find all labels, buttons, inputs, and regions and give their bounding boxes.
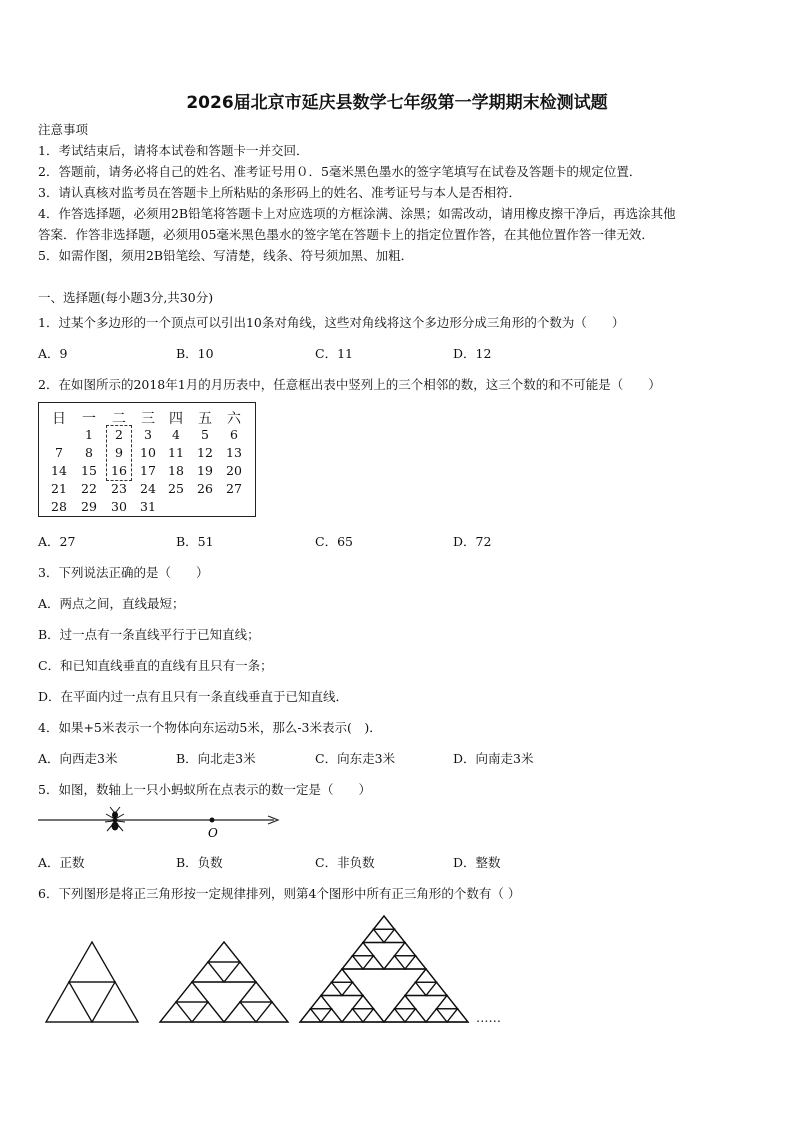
triangle-figure-3	[363, 956, 384, 969]
figure-ellipsis: ……	[476, 1010, 501, 1025]
triangle-figure-3	[311, 1009, 332, 1022]
triangle-figure-3	[363, 1009, 384, 1022]
triangle-figure-1	[46, 982, 92, 1022]
question-2-stem: 2．在如图所示的2018年1月的月历表中，任意框出表中竖列上的三个相邻的数，这三个数的和不可能是（ ）	[38, 377, 661, 392]
calendar-day: 29	[81, 499, 97, 514]
calendar-day: 19	[197, 463, 213, 478]
triangle-figure-2	[256, 1002, 288, 1022]
notice-line-4: 4．作答选择题，必须用2B铅笔将答题卡上对应选项的方框涂满、涂黑；如需改动，请用橡皮擦干净后，再选涂其他	[38, 206, 676, 221]
calendar-day: 21	[51, 481, 67, 496]
calendar-day: 24	[140, 481, 156, 496]
calendar-day: 7	[55, 445, 63, 460]
calendar-header: 五	[198, 411, 212, 427]
triangle-figure-3	[416, 969, 437, 982]
calendar-day: 3	[144, 427, 152, 442]
triangle-figure-3	[426, 1009, 447, 1022]
triangle-figure-3	[342, 982, 363, 995]
triangle-figure-3	[353, 956, 374, 969]
calendar-day: 22	[81, 481, 97, 496]
triangle-figure-2	[176, 982, 208, 1002]
q3-choice-c: C．和已知直线垂直的直线有且只有一条；	[38, 658, 273, 673]
triangle-figure-3	[353, 1009, 374, 1022]
q1-option-d: D．12	[453, 346, 492, 361]
calendar-day: 23	[111, 481, 127, 496]
triangle-figure-1	[92, 982, 138, 1022]
calendar-day: 12	[197, 445, 213, 460]
triangle-figure-3	[405, 1009, 426, 1022]
calendar-day: 30	[111, 499, 127, 514]
calendar-table	[38, 402, 256, 517]
question-3-stem: 3．下列说法正确的是（ ）	[38, 565, 209, 580]
triangle-figure-2	[208, 962, 240, 982]
q5-option-b: B．负数	[176, 855, 223, 870]
calendar-day: 1	[85, 427, 93, 442]
calendar-day: 10	[140, 445, 156, 460]
triangle-figure-2	[192, 962, 224, 982]
calendar-day: 9	[115, 445, 123, 460]
dashed-selection-frame	[106, 425, 132, 481]
q3-choice-b: B．过一点有一条直线平行于已知直线；	[38, 627, 260, 642]
q2-option-c: C．65	[315, 534, 353, 549]
calendar-day: 2	[115, 427, 123, 442]
calendar-header: 一	[82, 411, 96, 427]
triangle-figure-3	[405, 956, 426, 969]
triangle-figure-2	[240, 982, 272, 1002]
page-title: 2026届北京市延庆县数学七年级第一学期期末检测试题	[186, 93, 608, 113]
ant-icon	[105, 807, 125, 831]
question-6-stem: 6．下列图形是将正三角形按一定规律排列，则第4个图形中所有正三角形的个数有（ ）	[38, 886, 521, 901]
triangle-figure-3	[311, 996, 332, 1009]
calendar-day: 8	[85, 445, 93, 460]
triangle-figure-3	[437, 1009, 458, 1022]
triangle-figure-3	[374, 929, 395, 942]
triangle-figure-3	[332, 982, 353, 995]
triangle-figure-2	[176, 1002, 208, 1022]
q5-option-a: A．正数	[38, 855, 85, 870]
notice-line-5: 5．如需作图，须用2B铅笔绘、写清楚，线条、符号须加黑、加粗．	[38, 248, 414, 263]
origin-label: O	[208, 826, 218, 840]
triangle-figure-3	[321, 982, 342, 995]
triangle-figure-3	[395, 996, 416, 1009]
triangle-figure-2	[160, 1002, 192, 1022]
triangle-figure-3	[300, 1009, 321, 1022]
q2-option-d: D．72	[453, 534, 492, 549]
notice-heading: 注意事项	[38, 122, 89, 137]
calendar-header: 三	[141, 411, 155, 427]
q1-option-b: B．10	[176, 346, 214, 361]
triangle-figure-3	[353, 996, 374, 1009]
q1-option-c: C．11	[315, 346, 353, 361]
q4-option-b: B．向北走3米	[176, 751, 256, 766]
calendar-header: 六	[227, 411, 241, 427]
calendar-day: 15	[81, 463, 97, 478]
triangle-figure-3	[332, 969, 353, 982]
calendar-day: 26	[197, 481, 213, 496]
calendar-day: 31	[140, 499, 156, 514]
triangle-figure-2	[192, 1002, 224, 1022]
triangle-figure-1	[69, 942, 115, 982]
calendar-day: 17	[140, 463, 156, 478]
calendar-day: 13	[226, 445, 242, 460]
calendar-day: 28	[51, 499, 67, 514]
calendar-header: 四	[169, 411, 183, 427]
triangle-figure-3	[384, 1009, 405, 1022]
calendar-day: 14	[51, 463, 67, 478]
calendar-day: 25	[168, 481, 184, 496]
triangle-figure-3	[363, 929, 384, 942]
triangle-figure-2	[224, 962, 256, 982]
section-heading: 一、选择题(每小题3分,共30分)	[38, 290, 214, 305]
number-line-figure	[36, 806, 282, 840]
triangle-figure-2	[240, 1002, 272, 1022]
calendar-day: 11	[168, 445, 184, 460]
calendar-header: 二	[112, 411, 126, 427]
q1-option-a: A．9	[38, 346, 68, 361]
triangle-figure-3	[342, 1009, 363, 1022]
calendar-day: 20	[226, 463, 242, 478]
q5-option-c: C．非负数	[315, 855, 375, 870]
triangle-figure-3	[342, 956, 363, 969]
triangle-figure-1	[69, 982, 115, 1022]
triangle-figure-3	[437, 996, 458, 1009]
notice-line-3: 3．请认真核对监考员在答题卡上所粘贴的条形码上的姓名、准考证号与本人是否相符．	[38, 185, 521, 200]
q2-option-a: A．27	[38, 534, 76, 549]
notice-line-1: 1．考试结束后，请将本试卷和答题卡一并交回．	[38, 143, 309, 158]
triangle-figure-3	[395, 943, 416, 956]
triangle-figure-3	[416, 982, 437, 995]
notice-line-2: 2．答题前，请务必将自己的姓名、准考证号用０．5毫米黑色墨水的签字笔填写在试卷及答题卡的规定位置．	[38, 164, 642, 179]
q4-option-a: A．向西走3米	[38, 751, 118, 766]
origin-point	[210, 818, 215, 823]
triangle-figure-3	[353, 943, 374, 956]
triangle-pattern-figure	[0, 900, 794, 1040]
question-1-stem: 1．过某个多边形的一个顶点可以引出10条对角线，这些对角线将这个多边形分成三角形的个数为（ ）	[38, 315, 625, 330]
triangle-figure-3	[321, 1009, 342, 1022]
triangle-figure-3	[395, 1009, 416, 1022]
question-4-stem: 4．如果+5米表示一个物体向东运动5米，那么-3米表示( )．	[38, 720, 382, 735]
calendar-day: 5	[201, 427, 209, 442]
calendar-header: 日	[52, 411, 66, 427]
calendar-day: 27	[226, 481, 242, 496]
calendar-day: 6	[230, 427, 238, 442]
calendar-day: 18	[168, 463, 184, 478]
triangle-figure-3	[395, 956, 416, 969]
q3-choice-a: A．两点之间，直线最短；	[38, 596, 185, 611]
triangle-figure-2	[224, 1002, 256, 1022]
q5-option-d: D．整数	[453, 855, 501, 870]
q4-option-c: C．向东走3米	[315, 751, 396, 766]
triangle-figure-3	[405, 982, 426, 995]
question-5-stem: 5．如图，数轴上一只小蚂蚁所在点表示的数一定是（ ）	[38, 782, 371, 797]
triangle-figure-3	[374, 916, 395, 929]
notice-line-4-cont: 答案．作答非选择题，必须用05毫米黑色墨水的签字笔在答题卡上的指定位置作答，在其他位置作答一律无效．	[38, 227, 654, 242]
calendar-day: 16	[111, 463, 127, 478]
q3-choice-d: D．在平面内过一点有且只有一条直线垂直于已知直线．	[38, 689, 349, 704]
calendar-day: 4	[172, 427, 180, 442]
triangle-figure-2	[208, 942, 240, 962]
q2-option-b: B．51	[176, 534, 214, 549]
q4-option-d: D．向南走3米	[453, 751, 534, 766]
triangle-figure-3	[426, 982, 447, 995]
triangle-figure-3	[384, 929, 405, 942]
triangle-figure-3	[384, 956, 405, 969]
triangle-figure-3	[447, 1009, 468, 1022]
